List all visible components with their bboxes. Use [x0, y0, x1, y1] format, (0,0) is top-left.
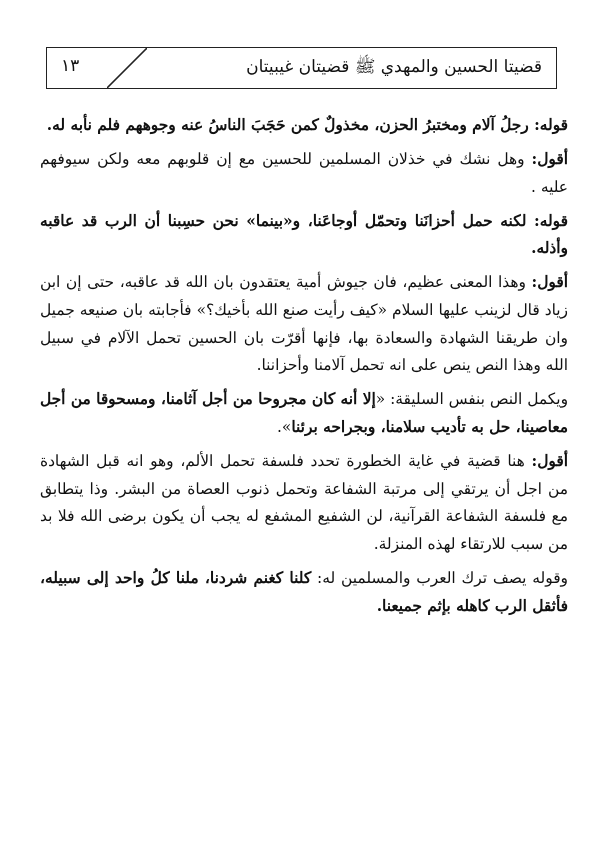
paragraph-prefix: وقوله يصف ترك العرب والمسلمين له:	[311, 568, 568, 587]
quote-text: قوله: لكنه حمل أحزانَنا وتحمّل أوجاعَنا، و«بينما» نحن حسِبنا أن الرب قد عاقبه وأذله.	[40, 211, 568, 258]
quote-text: قوله: رجلُ آلام ومختبرُ الحزن، مخذولٌ كمن حَجَبَ الناسُ عنه وجوههم فلم نأبه له.	[46, 116, 568, 134]
comment-text: وهذا المعنى عظيم، فان جيوش أمية يعتقدون بان الله قد عاقبه، حتى إن ابن زياد قال لزينب عليها السلام «كيف رأيت صنع الله بأخيك؟» فأجابته بان صنيعه جميل وان طريقنا الشهادة والسعادة بها، فإنها أقرّت بان الحسين تحمل الآلام في سبيل الله وهذا النص ينص على انه تحمل آلامنا وأحزاننا.	[40, 273, 568, 375]
comment-lead: أقول:	[531, 273, 568, 292]
header-divider	[107, 48, 147, 88]
comment-lead: أقول:	[531, 150, 568, 169]
page-number: ١٣	[61, 56, 80, 76]
comment-paragraph-1	[40, 146, 568, 201]
mixed-paragraph-2	[40, 565, 568, 620]
comment-paragraph-3	[40, 448, 568, 558]
comment-paragraph-2	[40, 269, 568, 379]
comment-text: هنا قضية في غاية الخطورة تحدد فلسفة تحمل الألم، وهو انه قبل الشهادة من اجل أن يرتقي إلى مرتبة الشفاعة وتحمل ذنوب العصاة من البشر. وذا يتطابق مع فلسفة الشفاعة القرآنية، لن الشفيع المشفع له يجب أن يكون برضى الله فلا بد من سبب للارتقاء لهذه المنزلة.	[40, 452, 568, 553]
comment-lead: أقول:	[531, 452, 568, 471]
quote-paragraph-2	[40, 208, 568, 263]
page-header	[46, 47, 557, 89]
mixed-paragraph-1	[40, 386, 568, 441]
bold-quote: إلا أنه كان مجروحا من أجل آثامنا، ومسحوقا من أجل معاصينا، حل به تأديب سلامنا، وبجراحه برئنا	[40, 390, 568, 436]
quote-paragraph-1	[40, 112, 568, 140]
bold-quote: كلنا كغنم شردنا، ملنا كلُ واحد إلى سبيله، فأثقل الرب كاهله بإثم جميعنا.	[40, 568, 568, 615]
paragraph-prefix: ويكمل النص بنفس السليقة: «	[375, 390, 568, 409]
document-body	[40, 112, 568, 627]
paragraph-suffix: ».	[277, 417, 292, 436]
header-title: قضيتا الحسين والمهدي ﷺ قضيتان غيبيتان	[246, 57, 542, 77]
comment-text: وهل نشك في خذلان المسلمين للحسين مع إن قلوبهم معه ولكن سيوفهم عليه .	[40, 150, 568, 196]
